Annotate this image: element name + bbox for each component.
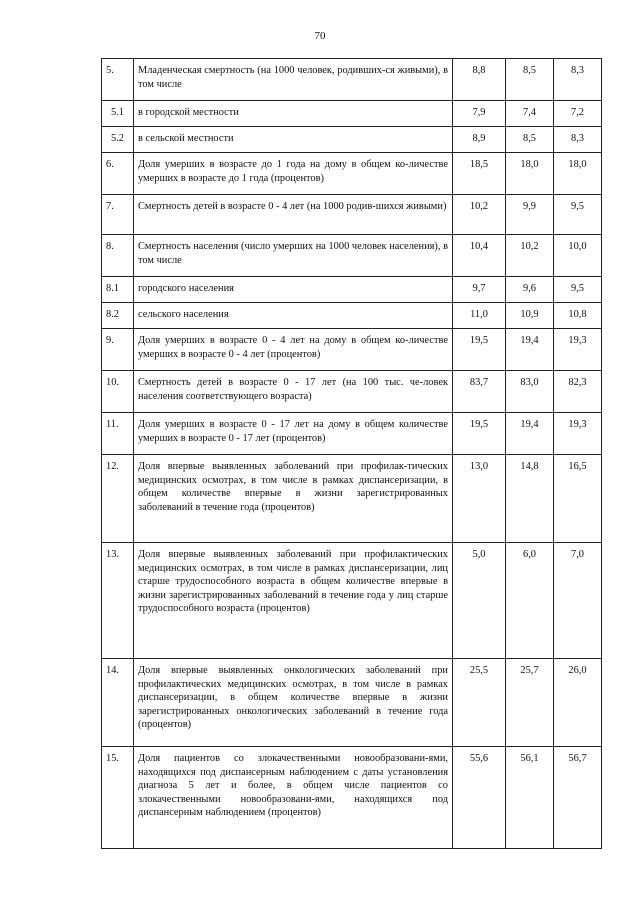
value-col-2: 10,2 (506, 235, 554, 277)
row-description: Доля пациентов со злокачественными новообразовани-ями, находящихся под диспансерным наблюдением с даты установления диагноза 5 лет и более, в общем числе пациентов со злокачественными новообразовани-ями, находящихся под диспансерным наблюдением (процентов) (134, 747, 453, 849)
value-col-1: 9,7 (453, 277, 506, 303)
value-col-1: 11,0 (453, 303, 506, 329)
value-col-2: 8,5 (506, 127, 554, 153)
value-col-2: 56,1 (506, 747, 554, 849)
value-col-1: 8,8 (453, 59, 506, 101)
row-description: Доля впервые выявленных заболеваний при профилактических медицинских осмотрах, в том числе в рамках диспансеризации, лиц старше трудоспособного возраста в общем количестве впервые в жизни зарегистрированных заболеваний в течение года у лиц старше трудоспособного возраста (процентов) (134, 543, 453, 659)
value-col-2: 8,5 (506, 59, 554, 101)
row-number: 10. (102, 371, 134, 413)
row-description: Доля умерших в возрасте до 1 года на дому в общем ко-личестве умерших в возрасте до 1 года (процентов) (134, 153, 453, 195)
value-col-2: 25,7 (506, 659, 554, 747)
value-col-1: 13,0 (453, 455, 506, 543)
table-row (102, 59, 602, 101)
value-col-3: 9,5 (554, 277, 602, 303)
value-col-3: 19,3 (554, 413, 602, 455)
row-description: сельского населения (134, 303, 453, 329)
value-col-1: 10,2 (453, 195, 506, 235)
row-number: 5.2 (102, 127, 134, 153)
value-col-3: 10,0 (554, 235, 602, 277)
page-number: 70 (314, 30, 326, 42)
table-row (102, 127, 602, 153)
row-description: в городской местности (134, 101, 453, 127)
row-number: 14. (102, 659, 134, 747)
value-col-1: 25,5 (453, 659, 506, 747)
row-number: 7. (102, 195, 134, 235)
value-col-2: 19,4 (506, 329, 554, 371)
table-row (102, 413, 602, 455)
table-row (102, 277, 602, 303)
row-description: Смертность детей в возрасте 0 - 4 лет (на 1000 родив-шихся живыми) (134, 195, 453, 235)
row-description: в сельской местности (134, 127, 453, 153)
value-col-3: 26,0 (554, 659, 602, 747)
value-col-2: 19,4 (506, 413, 554, 455)
row-description: Смертность населения (число умерших на 1000 человек населения), в том числе (134, 235, 453, 277)
table-row (102, 101, 602, 127)
value-col-2: 9,6 (506, 277, 554, 303)
value-col-2: 14,8 (506, 455, 554, 543)
value-col-3: 56,7 (554, 747, 602, 849)
value-col-3: 10,8 (554, 303, 602, 329)
value-col-1: 83,7 (453, 371, 506, 413)
value-col-2: 6,0 (506, 543, 554, 659)
table-row (102, 371, 602, 413)
value-col-3: 8,3 (554, 127, 602, 153)
value-col-1: 8,9 (453, 127, 506, 153)
row-description: городского населения (134, 277, 453, 303)
table-row (102, 659, 602, 747)
table-row (102, 195, 602, 235)
row-number: 5. (102, 59, 134, 101)
value-col-1: 7,9 (453, 101, 506, 127)
table-row (102, 455, 602, 543)
row-description: Доля умерших в возрасте 0 - 4 лет на дому в общем ко-личестве умерших в возрасте 0 - 4 лет (процентов) (134, 329, 453, 371)
row-number: 6. (102, 153, 134, 195)
value-col-1: 19,5 (453, 329, 506, 371)
value-col-2: 10,9 (506, 303, 554, 329)
row-description: Доля умерших в возрасте 0 - 17 лет на дому в общем количестве умерших в возрасте 0 - 17 лет (процентов) (134, 413, 453, 455)
value-col-1: 19,5 (453, 413, 506, 455)
row-number: 12. (102, 455, 134, 543)
table-row (102, 153, 602, 195)
row-description: Смертность детей в возрасте 0 - 17 лет (на 100 тыс. че-ловек населения соответствующего возраста) (134, 371, 453, 413)
row-number: 15. (102, 747, 134, 849)
table-row (102, 747, 602, 849)
value-col-1: 5,0 (453, 543, 506, 659)
table-row (102, 543, 602, 659)
value-col-3: 7,0 (554, 543, 602, 659)
value-col-3: 8,3 (554, 59, 602, 101)
value-col-2: 7,4 (506, 101, 554, 127)
row-description: Младенческая смертность (на 1000 человек, родивших-ся живыми), в том числе (134, 59, 453, 101)
row-number: 8.2 (102, 303, 134, 329)
row-description: Доля впервые выявленных онкологических заболеваний при профилактических медицинских осмотрах, в том числе в рамках диспансеризации, в общем количестве впервые в жизни зарегистрированных онкологических заболеваний в течение года (процентов) (134, 659, 453, 747)
row-number: 11. (102, 413, 134, 455)
row-description: Доля впервые выявленных заболеваний при профилак-тических медицинских осмотрах, в том числе в рамках диспансеризации, в общем количестве впервые в жизни зарегистрированных заболеваний в течение года (процентов) (134, 455, 453, 543)
value-col-3: 82,3 (554, 371, 602, 413)
value-col-3: 16,5 (554, 455, 602, 543)
value-col-3: 19,3 (554, 329, 602, 371)
row-number: 9. (102, 329, 134, 371)
row-number: 8.1 (102, 277, 134, 303)
value-col-3: 9,5 (554, 195, 602, 235)
value-col-1: 18,5 (453, 153, 506, 195)
row-number: 13. (102, 543, 134, 659)
value-col-3: 18,0 (554, 153, 602, 195)
table-row (102, 329, 602, 371)
indicators-table (101, 58, 602, 849)
value-col-1: 55,6 (453, 747, 506, 849)
value-col-3: 7,2 (554, 101, 602, 127)
value-col-1: 10,4 (453, 235, 506, 277)
value-col-2: 83,0 (506, 371, 554, 413)
table-row (102, 303, 602, 329)
row-number: 5.1 (102, 101, 134, 127)
row-number: 8. (102, 235, 134, 277)
value-col-2: 9,9 (506, 195, 554, 235)
table-row (102, 235, 602, 277)
value-col-2: 18,0 (506, 153, 554, 195)
